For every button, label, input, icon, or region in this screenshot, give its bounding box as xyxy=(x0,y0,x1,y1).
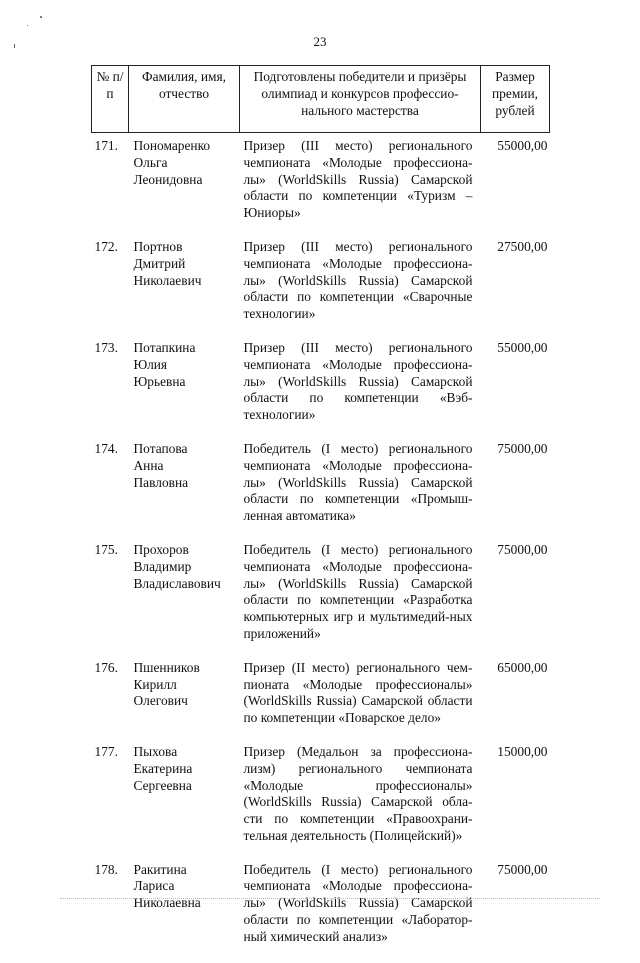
achievement-description: Призер (II место) регионального чем-пионата «Молодые профессионалы» (WorldSkills Russia) Самарской области по компетенции «Поварское дело» xyxy=(243,659,473,726)
award-amount: 55000,00 xyxy=(497,138,548,153)
row-number: 176. xyxy=(94,659,118,675)
recipient-first-name: Екатерина xyxy=(133,760,193,776)
award-amount: 15000,00 xyxy=(497,743,548,759)
row-number: 173. xyxy=(94,339,118,355)
achievement-description: Призер (III место) регионального чемпионата «Молодые профессиона-лы» (WorldSkills Russia) Самарской области по компетенции «Сварочные технологии» xyxy=(243,238,473,322)
recipient-surname: Пыхова xyxy=(133,743,178,759)
recipient-surname: Пшенников xyxy=(133,659,200,675)
achievement-description: Призер (III место) регионального чемпионата «Молодые профессиона-лы» (WorldSkills Russia) Самарской области по компетенции «Туризм – Юниоры» xyxy=(243,138,473,221)
award-amount: 75000,00 xyxy=(497,440,548,456)
award-amount: 27500,00 xyxy=(497,238,548,254)
recipient-name xyxy=(129,862,240,963)
recipient-first-name: Кирилл xyxy=(133,676,177,692)
recipient-patronymic: Николаевич xyxy=(133,272,202,288)
recipient-first-name: Анна xyxy=(133,457,164,473)
scan-speck xyxy=(27,25,28,26)
recipient-name xyxy=(129,340,240,441)
page-number: 23 xyxy=(313,34,327,49)
award-amount: 75000,00 xyxy=(497,541,548,557)
recipient-first-name: Владимир xyxy=(133,558,192,574)
table-row xyxy=(92,239,550,340)
recipient-name xyxy=(129,744,240,862)
recipient-patronymic: Павловна xyxy=(133,474,189,490)
recipient-name xyxy=(129,239,240,340)
row-number: 174. xyxy=(94,440,118,456)
row-number: 178. xyxy=(94,861,118,877)
award-amount: 55000,00 xyxy=(497,339,548,355)
recipient-first-name: Лариса xyxy=(133,878,175,894)
recipient-first-name: Дмитрий xyxy=(133,255,186,271)
recipient-surname: Пономаренко xyxy=(133,138,211,153)
table-header-row xyxy=(92,66,550,133)
recipient-surname: Прохоров xyxy=(133,541,189,557)
achievement-description: Призер (Медальон за профессиона-лизм) регионального чемпионата «Молодые профессионалы» (WorldSkills Russia) Самарской обла-сти по компетенции «Правоохрани-тельная деятельность (Полицейский)» xyxy=(243,743,473,843)
recipient-first-name: Юлия xyxy=(133,356,168,372)
header-num: № п/п xyxy=(92,66,129,133)
award-amount: 75000,00 xyxy=(497,861,548,877)
table-row xyxy=(92,862,550,963)
recipient-surname: Потапкина xyxy=(133,339,196,355)
table-row xyxy=(92,542,550,660)
recipient-patronymic: Юрьевна xyxy=(133,373,186,389)
row-number: 177. xyxy=(94,743,118,759)
achievement-description: Призер (III место) регионального чемпионата «Молодые профессиона-лы» (WorldSkills Russia) Самарской области по компетенции «Вэб-технологии» xyxy=(243,339,473,423)
awards-table xyxy=(91,65,550,963)
recipient-name xyxy=(129,660,240,744)
achievement-description: Победитель (I место) регионального чемпионата «Молодые профессиона-лы» (WorldSkills Russia) Самарской области по компетенции «Лаборатор-ный химический анализ» xyxy=(243,861,473,944)
table-row xyxy=(92,138,550,239)
recipient-surname: Ракитина xyxy=(133,861,187,877)
recipient-first-name: Ольга xyxy=(133,154,168,170)
recipient-patronymic: Леонидовна xyxy=(133,171,203,187)
achievement-description: Победитель (I место) регионального чемпионата «Молодые профессиона-лы» (WorldSkills Russia) Самарской области по компетенции «Разработка компьютерных игр и мультимедий-ных приложений» xyxy=(243,541,473,641)
recipient-patronymic: Олегович xyxy=(133,693,188,709)
recipient-patronymic: Сергеевна xyxy=(133,777,192,793)
recipient-patronymic: Владиславович xyxy=(133,575,221,591)
row-number: 171. xyxy=(94,138,118,153)
achievement-description: Победитель (I место) регионального чемпионата «Молодые профессиона-лы» (WorldSkills Russia) Самарской области по компетенции «Промыш-ленная автоматика» xyxy=(243,440,473,524)
row-number: 175. xyxy=(94,541,118,557)
recipient-name xyxy=(129,542,240,660)
scan-edge xyxy=(60,898,600,900)
table-row xyxy=(92,660,550,744)
header-amount: Размер премии, рублей xyxy=(481,66,550,133)
recipient-name xyxy=(129,138,240,239)
table-row xyxy=(92,441,550,542)
recipient-name xyxy=(129,441,240,542)
recipient-surname: Портнов xyxy=(133,238,183,254)
award-amount: 65000,00 xyxy=(497,659,548,675)
scan-speck xyxy=(40,16,42,18)
table-row xyxy=(92,340,550,441)
header-name: Фамилия, имя, отчество xyxy=(129,66,240,133)
recipient-patronymic: Николаевна xyxy=(133,895,201,911)
header-description: Подготовлены победители и призёры олимпиад и конкурсов профессио-нального мастерства xyxy=(240,66,481,133)
recipient-surname: Потапова xyxy=(133,440,188,456)
row-number: 172. xyxy=(94,238,118,254)
table-row xyxy=(92,744,550,862)
